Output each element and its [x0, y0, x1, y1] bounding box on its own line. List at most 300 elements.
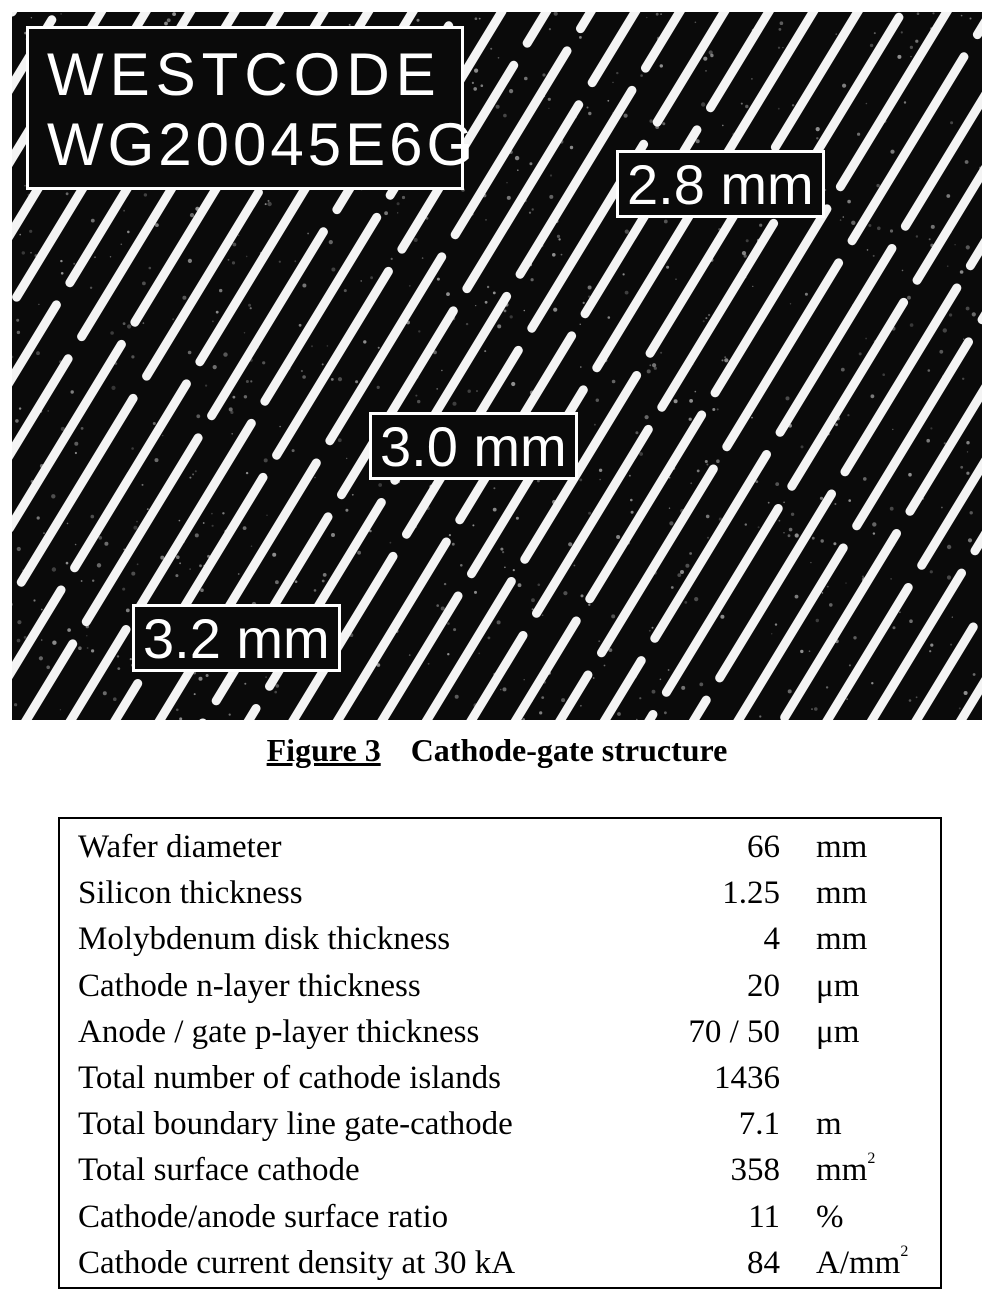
- surface-speckle: [487, 286, 489, 288]
- surface-speckle: [972, 312, 976, 316]
- surface-speckle: [195, 533, 199, 537]
- surface-speckle: [295, 580, 298, 583]
- surface-speckle: [699, 683, 703, 687]
- surface-speckle: [162, 435, 164, 437]
- surface-speckle: [515, 156, 519, 160]
- table-row: [60, 1060, 940, 1106]
- surface-speckle: [47, 410, 49, 412]
- surface-speckle: [232, 261, 235, 264]
- parameter-unit: [816, 1199, 844, 1236]
- surface-speckle: [635, 431, 638, 434]
- surface-speckle: [916, 696, 918, 698]
- surface-speckle: [646, 17, 647, 18]
- surface-speckle: [809, 650, 811, 652]
- surface-speckle: [436, 604, 439, 607]
- surface-speckle: [484, 350, 486, 352]
- surface-speckle: [71, 390, 74, 393]
- surface-speckle: [947, 545, 951, 549]
- surface-speckle: [496, 105, 500, 109]
- surface-speckle: [616, 72, 618, 74]
- surface-speckle: [959, 707, 961, 709]
- surface-speckle: [890, 578, 891, 579]
- surface-speckle: [929, 650, 931, 652]
- surface-speckle: [901, 31, 903, 33]
- parameter-name: Silicon thickness: [78, 875, 303, 912]
- unit-text: μm: [816, 1013, 860, 1050]
- surface-speckle: [531, 598, 535, 602]
- surface-speckle: [262, 361, 265, 364]
- surface-speckle: [110, 331, 114, 335]
- surface-speckle: [153, 422, 156, 425]
- surface-speckle: [666, 266, 669, 269]
- surface-speckle: [716, 459, 720, 463]
- figure-title: Cathode-gate structure: [410, 732, 728, 768]
- surface-speckle: [587, 107, 589, 109]
- surface-speckle: [847, 200, 851, 204]
- surface-speckle: [871, 682, 873, 684]
- cathode-finger: [590, 415, 702, 599]
- surface-speckle: [669, 508, 670, 509]
- surface-speckle: [436, 388, 438, 390]
- surface-speckle: [251, 545, 253, 547]
- surface-speckle: [893, 626, 896, 629]
- parameter-name: Total boundary line gate-cathode: [78, 1106, 513, 1143]
- surface-speckle: [301, 370, 303, 372]
- surface-speckle: [557, 235, 560, 238]
- surface-speckle: [500, 689, 502, 691]
- surface-speckle: [623, 273, 625, 275]
- surface-speckle: [14, 703, 17, 706]
- surface-speckle: [742, 251, 746, 255]
- parameter-name: Cathode current density at 30 kA: [78, 1244, 516, 1281]
- surface-speckle: [542, 614, 544, 616]
- surface-speckle: [910, 56, 911, 57]
- surface-speckle: [409, 285, 411, 287]
- surface-speckle: [751, 78, 753, 80]
- surface-speckle: [86, 635, 87, 636]
- surface-speckle: [674, 399, 678, 403]
- surface-speckle: [662, 122, 665, 125]
- surface-speckle: [892, 429, 893, 430]
- surface-speckle: [418, 330, 420, 332]
- surface-speckle: [930, 570, 933, 573]
- surface-speckle: [778, 108, 780, 110]
- surface-speckle: [660, 64, 663, 67]
- surface-speckle: [155, 458, 159, 462]
- surface-speckle: [314, 589, 317, 592]
- surface-speckle: [229, 714, 231, 716]
- surface-speckle: [939, 350, 943, 354]
- surface-speckle: [829, 603, 833, 607]
- surface-speckle: [43, 532, 45, 534]
- parameter-unit: [816, 1152, 875, 1189]
- surface-speckle: [705, 70, 706, 71]
- surface-speckle: [428, 663, 430, 665]
- unit-exponent: 2: [900, 1242, 909, 1260]
- surface-speckle: [206, 674, 209, 677]
- surface-speckle: [859, 352, 862, 355]
- surface-speckle: [229, 407, 233, 411]
- surface-speckle: [39, 656, 43, 660]
- surface-speckle: [233, 243, 237, 247]
- surface-speckle: [741, 103, 743, 105]
- surface-speckle: [949, 313, 952, 316]
- unit-text: mm: [816, 875, 868, 912]
- surface-speckle: [848, 499, 851, 502]
- surface-speckle: [671, 586, 674, 589]
- surface-speckle: [346, 458, 347, 459]
- cathode-finger: [265, 217, 377, 401]
- surface-speckle: [66, 562, 69, 565]
- surface-speckle: [449, 534, 451, 536]
- surface-speckle: [795, 595, 799, 599]
- surface-speckle: [504, 310, 507, 313]
- surface-speckle: [472, 524, 474, 526]
- surface-speckle: [302, 375, 306, 379]
- surface-speckle: [511, 382, 515, 386]
- parameter-name: Wafer diameter: [78, 829, 282, 865]
- surface-speckle: [973, 673, 976, 676]
- surface-speckle: [701, 102, 705, 106]
- surface-speckle: [417, 19, 420, 22]
- surface-speckle: [768, 502, 770, 504]
- surface-speckle: [843, 216, 845, 218]
- surface-speckle: [455, 695, 459, 699]
- surface-speckle: [46, 666, 50, 670]
- surface-speckle: [871, 394, 875, 398]
- surface-speckle: [640, 74, 643, 77]
- surface-speckle: [947, 575, 951, 579]
- surface-speckle: [532, 208, 534, 210]
- surface-speckle: [941, 507, 943, 509]
- surface-speckle: [17, 620, 21, 624]
- surface-speckle: [917, 12, 920, 15]
- surface-speckle: [38, 304, 39, 305]
- surface-speckle: [822, 592, 824, 594]
- surface-speckle: [444, 583, 446, 585]
- surface-speckle: [970, 511, 973, 514]
- surface-speckle: [345, 509, 348, 512]
- surface-speckle: [142, 484, 144, 486]
- surface-speckle: [961, 15, 963, 17]
- surface-speckle: [212, 525, 214, 527]
- surface-speckle: [598, 640, 600, 642]
- table-row: [60, 829, 940, 875]
- surface-speckle: [706, 464, 708, 466]
- parameter-name: Total number of cathode islands: [78, 1060, 501, 1096]
- parameter-value: 358: [730, 1152, 780, 1189]
- surface-speckle: [36, 351, 40, 355]
- surface-speckle: [397, 202, 400, 205]
- surface-speckle: [164, 22, 168, 26]
- surface-speckle: [908, 473, 912, 477]
- surface-speckle: [675, 278, 677, 280]
- surface-speckle: [553, 308, 557, 312]
- surface-speckle: [212, 321, 214, 323]
- surface-speckle: [580, 366, 582, 368]
- surface-speckle: [660, 352, 662, 354]
- surface-speckle: [503, 687, 507, 691]
- surface-speckle: [639, 452, 643, 456]
- surface-speckle: [689, 552, 692, 555]
- surface-speckle: [323, 573, 327, 577]
- surface-speckle: [964, 691, 968, 695]
- surface-speckle: [12, 356, 13, 359]
- surface-speckle: [820, 497, 823, 500]
- surface-speckle: [745, 105, 748, 108]
- table-row: [60, 875, 940, 921]
- surface-speckle: [759, 715, 761, 717]
- surface-speckle: [441, 607, 445, 611]
- surface-speckle: [816, 137, 818, 139]
- surface-speckle: [94, 256, 96, 258]
- surface-speckle: [17, 639, 21, 643]
- parameter-value: 4: [763, 921, 780, 958]
- parameter-unit: [816, 1014, 859, 1051]
- surface-speckle: [604, 665, 606, 667]
- surface-speckle: [970, 18, 972, 20]
- surface-speckle: [503, 114, 507, 118]
- surface-speckle: [552, 253, 556, 257]
- surface-speckle: [877, 227, 881, 231]
- surface-speckle: [810, 562, 811, 563]
- surface-speckle: [625, 291, 629, 295]
- cathode-finger: [666, 509, 778, 693]
- surface-speckle: [497, 620, 501, 624]
- surface-speckle: [509, 89, 513, 93]
- surface-speckle: [498, 57, 500, 59]
- surface-speckle: [821, 539, 824, 542]
- surface-speckle: [172, 12, 176, 16]
- surface-speckle: [402, 196, 405, 199]
- surface-speckle: [33, 599, 35, 601]
- surface-speckle: [897, 55, 901, 59]
- surface-speckle: [331, 268, 335, 272]
- parameter-value: 84: [747, 1244, 780, 1281]
- surface-speckle: [932, 12, 934, 14]
- surface-speckle: [17, 331, 20, 334]
- surface-speckle: [228, 259, 230, 261]
- surface-speckle: [311, 345, 313, 347]
- surface-speckle: [493, 292, 496, 295]
- surface-speckle: [685, 564, 689, 568]
- parameter-unit: [816, 829, 867, 866]
- surface-speckle: [453, 402, 457, 406]
- surface-speckle: [775, 482, 779, 486]
- surface-speckle: [172, 318, 174, 320]
- surface-speckle: [243, 526, 247, 530]
- parameter-value: 66: [747, 829, 780, 865]
- parameter-name: Cathode/anode surface ratio: [78, 1198, 449, 1235]
- surface-speckle: [378, 347, 380, 349]
- surface-speckle: [639, 697, 641, 699]
- surface-speckle: [238, 235, 240, 237]
- surface-speckle: [946, 194, 950, 198]
- surface-speckle: [147, 508, 149, 510]
- surface-speckle: [954, 244, 955, 245]
- surface-speckle: [968, 538, 972, 542]
- surface-speckle: [331, 533, 335, 537]
- surface-speckle: [705, 317, 707, 319]
- surface-speckle: [74, 442, 78, 446]
- surface-speckle: [845, 582, 846, 583]
- surface-speckle: [689, 399, 693, 403]
- surface-speckle: [649, 364, 651, 366]
- surface-speckle: [930, 427, 932, 429]
- surface-speckle: [840, 219, 842, 221]
- parameter-value: 11: [748, 1198, 780, 1235]
- surface-speckle: [791, 513, 794, 516]
- surface-speckle: [250, 380, 252, 382]
- surface-speckle: [966, 472, 969, 475]
- surface-speckle: [188, 259, 192, 263]
- surface-speckle: [902, 270, 904, 272]
- surface-speckle: [789, 528, 793, 532]
- surface-speckle: [131, 355, 134, 358]
- surface-speckle: [583, 302, 585, 304]
- surface-speckle: [357, 551, 361, 555]
- surface-speckle: [630, 499, 633, 502]
- surface-speckle: [453, 628, 456, 631]
- surface-speckle: [960, 270, 964, 274]
- surface-speckle: [966, 245, 970, 249]
- surface-speckle: [710, 54, 713, 57]
- surface-speckle: [517, 169, 519, 171]
- surface-speckle: [22, 251, 25, 254]
- surface-speckle: [493, 487, 495, 489]
- surface-speckle: [549, 28, 551, 30]
- parameter-name: Total surface cathode: [78, 1152, 360, 1189]
- surface-speckle: [188, 351, 192, 355]
- surface-speckle: [706, 515, 710, 519]
- parameter-value: 70 / 50: [688, 1013, 780, 1050]
- surface-speckle: [60, 260, 62, 262]
- surface-speckle: [690, 482, 692, 484]
- surface-speckle: [264, 458, 268, 462]
- surface-speckle: [355, 380, 358, 383]
- surface-speckle: [176, 709, 179, 712]
- surface-speckle: [67, 628, 71, 632]
- surface-speckle: [338, 377, 342, 381]
- surface-speckle: [816, 619, 819, 622]
- surface-speckle: [944, 442, 946, 444]
- surface-speckle: [518, 583, 522, 587]
- cathode-finger: [785, 534, 897, 718]
- parameter-unit: [816, 921, 867, 958]
- surface-speckle: [645, 415, 649, 419]
- surface-speckle: [437, 278, 440, 281]
- surface-speckle: [708, 314, 710, 316]
- surface-speckle: [707, 537, 709, 539]
- surface-speckle: [481, 84, 484, 87]
- surface-speckle: [574, 565, 576, 567]
- surface-speckle: [862, 576, 864, 578]
- surface-speckle: [299, 324, 302, 327]
- surface-speckle: [75, 544, 77, 546]
- surface-speckle: [279, 261, 281, 263]
- surface-speckle: [779, 520, 781, 522]
- surface-speckle: [78, 646, 82, 650]
- surface-speckle: [103, 691, 107, 695]
- surface-speckle: [783, 532, 784, 533]
- surface-speckle: [409, 654, 411, 656]
- surface-speckle: [629, 475, 631, 477]
- parameter-name: Molybdenum disk thickness: [78, 921, 451, 958]
- surface-speckle: [265, 203, 267, 205]
- surface-speckle: [668, 669, 670, 671]
- surface-speckle: [176, 555, 180, 559]
- surface-speckle: [947, 265, 949, 267]
- surface-speckle: [771, 633, 772, 634]
- surface-speckle: [966, 441, 969, 444]
- surface-speckle: [660, 679, 662, 681]
- surface-speckle: [588, 512, 591, 515]
- surface-speckle: [758, 526, 760, 528]
- surface-speckle: [538, 584, 541, 587]
- surface-speckle: [554, 12, 558, 16]
- surface-speckle: [272, 553, 276, 557]
- surface-speckle: [213, 365, 217, 369]
- surface-speckle: [745, 523, 747, 525]
- surface-speckle: [541, 696, 544, 699]
- table-row: [60, 1106, 940, 1152]
- parameter-value: 7.1: [738, 1106, 780, 1143]
- surface-speckle: [19, 234, 21, 236]
- surface-speckle: [473, 87, 477, 91]
- surface-speckle: [870, 44, 873, 47]
- surface-speckle: [865, 338, 867, 340]
- surface-speckle: [52, 641, 56, 645]
- table-row: [60, 921, 940, 967]
- surface-speckle: [863, 477, 867, 481]
- surface-speckle: [244, 395, 247, 398]
- surface-speckle: [155, 223, 159, 227]
- parameter-value: 1.25: [722, 875, 780, 912]
- surface-speckle: [447, 622, 450, 625]
- surface-speckle: [689, 418, 692, 421]
- surface-speckle: [680, 570, 684, 574]
- cathode-finger: [200, 178, 312, 362]
- surface-speckle: [524, 310, 526, 312]
- surface-speckle: [594, 424, 596, 426]
- surface-speckle: [607, 100, 609, 102]
- surface-speckle: [841, 368, 845, 372]
- surface-speckle: [113, 697, 117, 701]
- surface-speckle: [189, 568, 190, 569]
- surface-speckle: [91, 219, 95, 223]
- surface-speckle: [468, 390, 471, 393]
- surface-speckle: [292, 449, 295, 452]
- surface-speckle: [246, 380, 249, 383]
- surface-speckle: [322, 580, 325, 583]
- brand-name: WESTCODE: [47, 41, 442, 108]
- surface-speckle: [647, 369, 651, 373]
- surface-speckle: [41, 609, 43, 611]
- surface-speckle: [121, 244, 123, 246]
- surface-speckle: [617, 712, 621, 716]
- surface-speckle: [759, 224, 762, 227]
- surface-speckle: [294, 260, 296, 262]
- surface-speckle: [149, 267, 152, 270]
- cathode-finger: [727, 263, 839, 447]
- surface-speckle: [724, 356, 726, 358]
- surface-speckle: [811, 708, 812, 709]
- parameter-name: Cathode n-layer thickness: [78, 967, 421, 1004]
- surface-speckle: [876, 184, 879, 187]
- surface-speckle: [41, 639, 43, 641]
- surface-speckle: [568, 542, 572, 546]
- unit-text: m: [816, 1106, 842, 1143]
